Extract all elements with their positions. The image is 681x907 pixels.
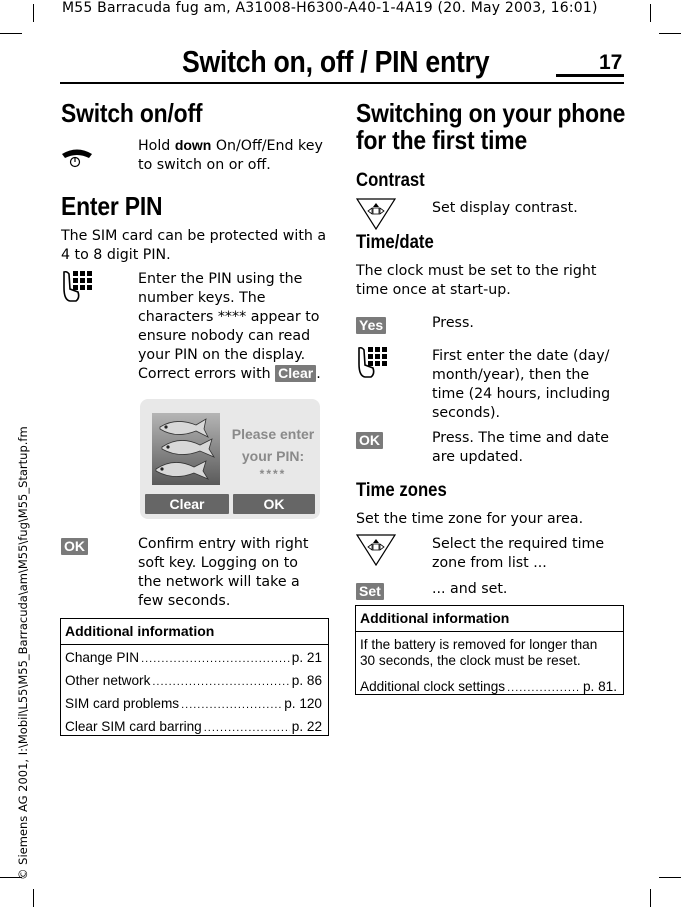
time-zones-heading: Time zones [356,480,447,501]
pin-stars: **** [259,467,287,481]
time-zones-intro: Set the time zone for your area. [356,511,584,527]
page-number: 17 [599,51,623,74]
crop-mark [659,33,681,34]
page-title: Switch on, off / PIN entry [182,44,490,79]
title-rule [60,82,624,84]
navigation-key-icon [356,197,396,235]
yes-key-label: Yes [356,315,386,334]
crop-mark [33,889,34,907]
info-row-clock-settings: Additional clock settings ..... p. 81. [356,679,623,694]
right-softkey-ok[interactable]: OK [233,494,315,514]
ok-key-label: OK [61,536,88,555]
keypad-icon [356,346,388,384]
page-number-rule [556,74,624,77]
crop-mark [0,33,22,34]
pin-prompt-line2: your PIN: [241,448,305,464]
crop-mark [650,889,651,907]
yes-text: Press. [432,315,474,331]
info-box-title: Additional information [360,610,510,626]
crop-mark [650,4,651,22]
info-box-title: Additional information [65,623,215,639]
ok-confirm-text: Confirm entry with right soft key. Logging on to the network will take a few seconds. [138,536,309,609]
phone-display [140,399,320,519]
time-zone-select-text: Select the required time zone from list ... [432,536,605,571]
pin-intro: The SIM card can be protected with a 4 to 8 digit PIN. [61,228,327,263]
pin-info-box [60,618,329,736]
keypad-icon [61,270,93,308]
pin-heading: Enter PIN [61,191,163,221]
date-entry-text: First enter the date (day/ month/year), then the time (24 hours, including seconds). [432,348,611,421]
fish-image [152,413,220,489]
battery-note: If the battery is removed for longer than 30 seconds, the clock must be reset. [360,637,598,668]
contrast-text: Set display contrast. [432,200,578,216]
first-time-heading: Switching on your phone for the first time [356,98,626,155]
info-row-change-pin: Change PIN ..... p. 21 [61,650,328,673]
info-row-sim-problems: SIM card problems ..... p. 120 [61,696,328,719]
crop-mark [33,4,34,22]
end-key-icon [60,146,94,172]
switch-text: Hold down On/Off/End key to switch on or off. [138,137,323,173]
ok-update-text: Press. The time and date are updated. [432,430,610,465]
ok-key-label: OK [356,430,383,449]
contrast-heading: Contrast [356,170,425,191]
side-copyright: © Siemens AG 2001, I:\Mobil\L55\M55_Barracuda\am\M55\fug\M55_Startup.fm [16,426,30,880]
info-row-clear-sim-barring: Clear SIM card barring ..... p. 22 [61,719,328,742]
pin-keys-text: Enter the PIN using the number keys. The characters **** appear to ensure nobody can read your PIN on the display. Correct errors with Clear . [138,271,321,382]
left-softkey-clear[interactable]: Clear [145,494,229,514]
set-key-label: Set [356,581,384,600]
set-text: ... and set. [432,581,508,597]
switch-heading: Switch on/off [61,98,203,128]
pin-prompt-line1: Please enter [231,426,315,442]
time-intro: The clock must be set to the right time once at start-up. [356,263,597,298]
print-header: M55 Barracuda fug am, A31008-H6300-A40-1-4A19 (20. May 2003, 16:01) [62,0,598,16]
info-row-other-network: Other network ..... p. 86 [61,673,328,696]
navigation-key-icon [356,533,396,571]
crop-mark [659,877,681,878]
clock-info-box [355,605,624,695]
clear-key: Clear [275,365,316,382]
time-date-heading: Time/date [356,232,434,253]
